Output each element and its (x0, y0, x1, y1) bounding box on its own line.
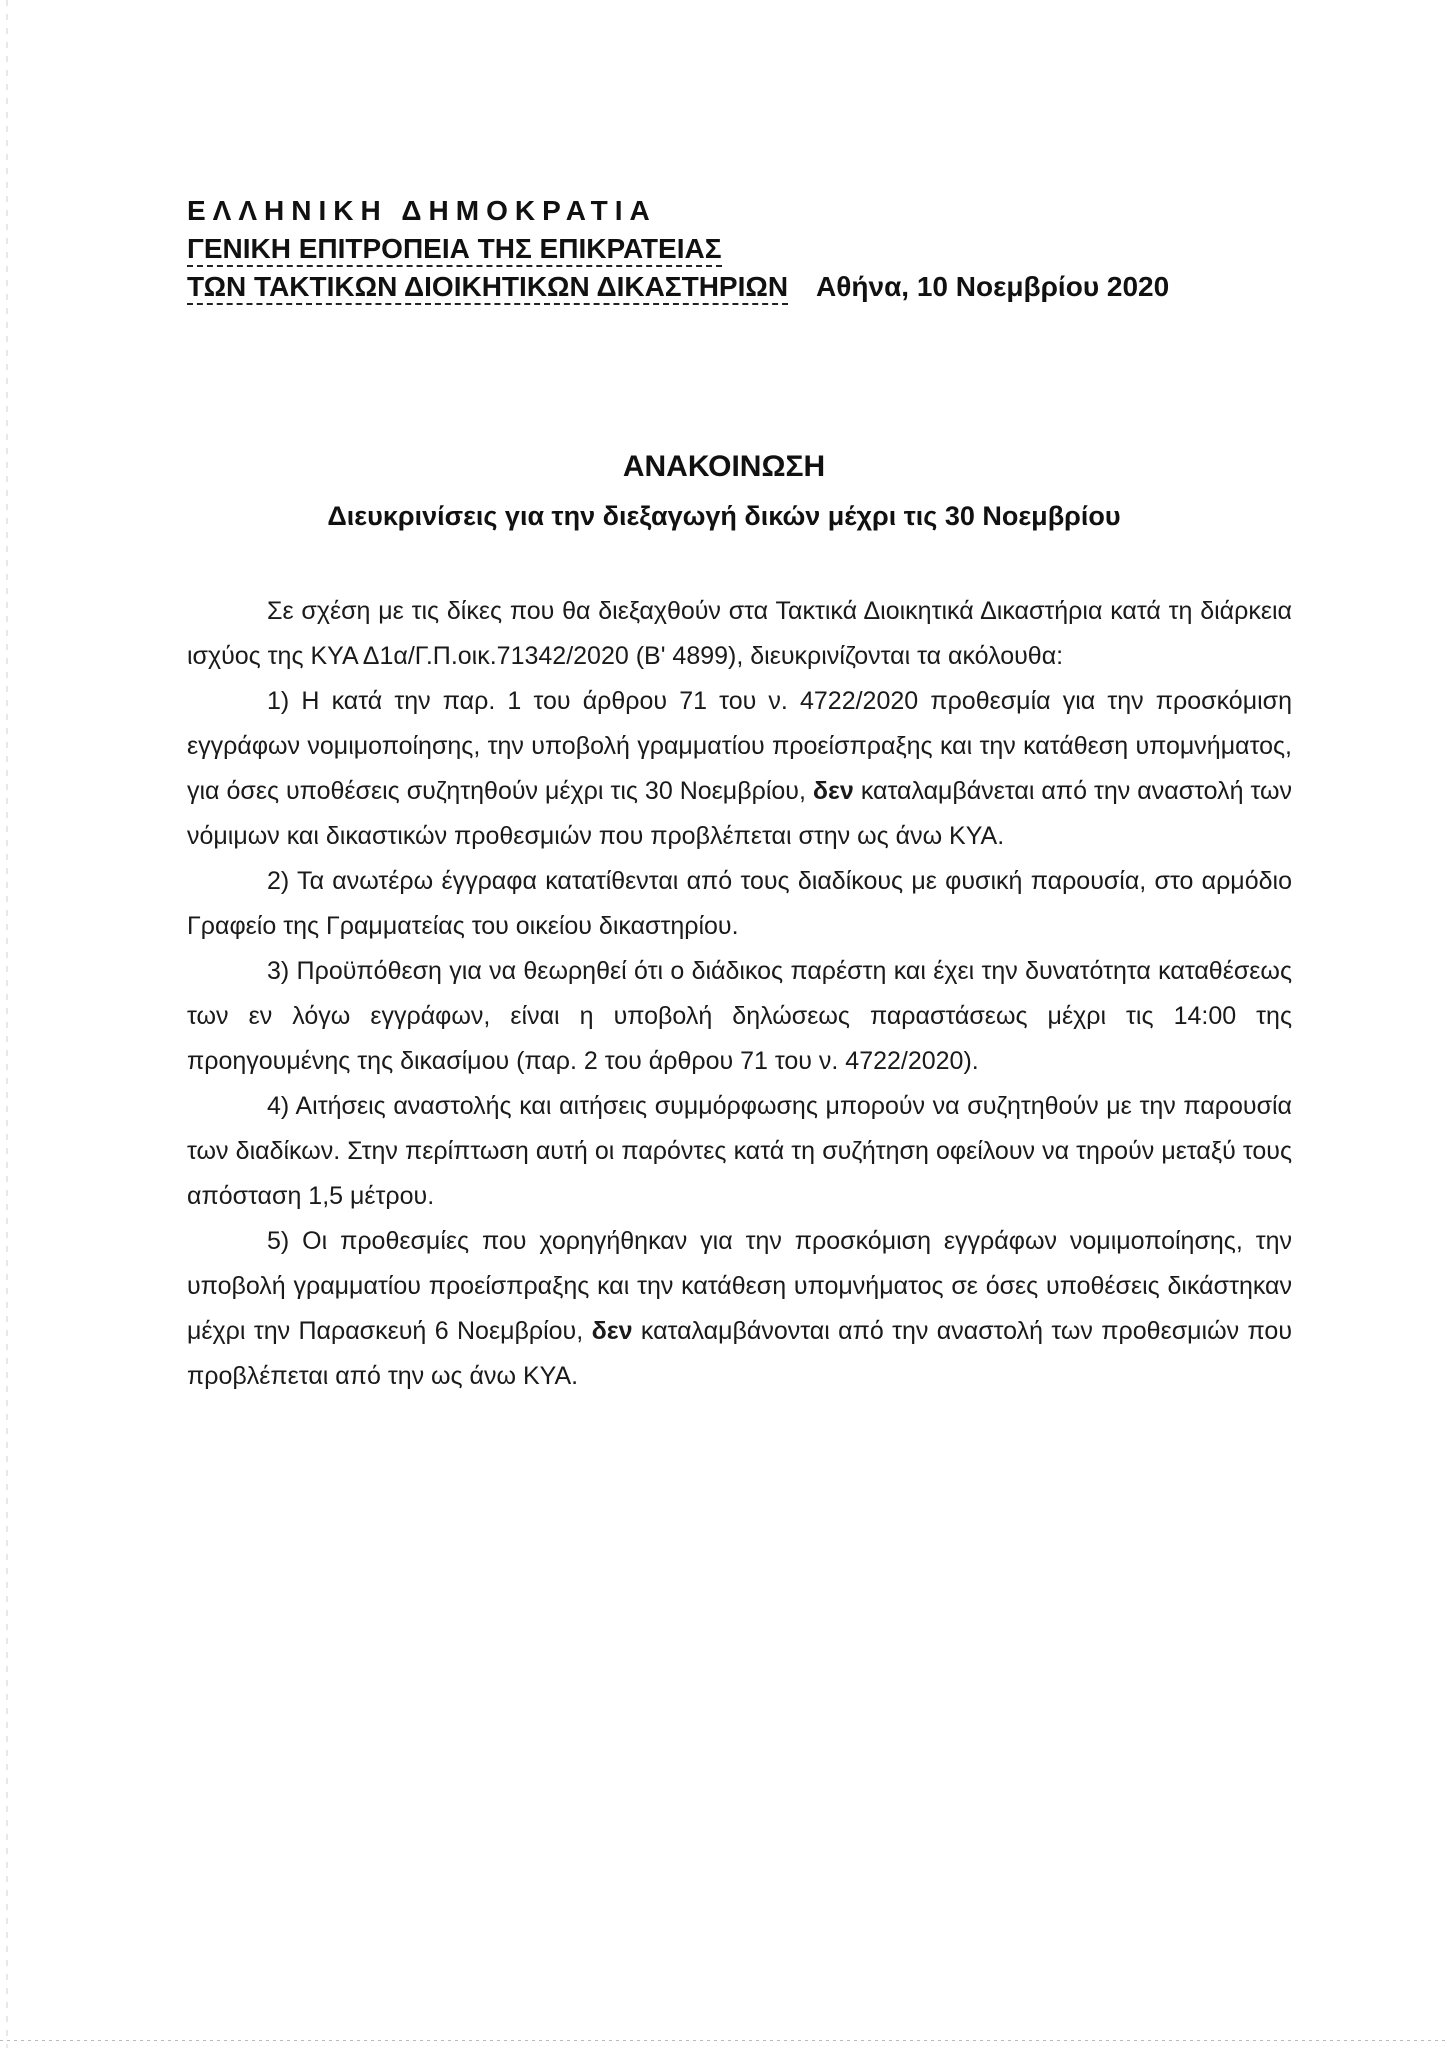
document-body (187, 589, 1292, 1399)
scan-edge-artifact (6, 0, 8, 2048)
item-5-text-after: καταλαμβάνονται από την αναστολή των προθεσμιών που προβλέπεται από την ως άνω ΚΥΑ. (187, 1317, 1292, 1390)
document-date: Αθήνα, 10 Νοεμβρίου 2020 (816, 271, 1170, 302)
letterhead-line-republic: ΕΛΛΗΝΙΚΗ ΔΗΜΟΚΡΑΤΙΑ (187, 195, 657, 226)
paragraph-item-1 (187, 679, 1292, 859)
paragraph-item-3: 3) Προϋπόθεση για να θεωρηθεί ότι ο διάδικος παρέστη και έχει την δυνατότητα καταθέσεως των εν λόγω εγγράφων, είναι η υποβολή δηλώσεως παραστάσεως μέχρι τις 14:00 της προηγουμένης της δικασίμου (παρ. 2 του άρθρου 71 του ν. 4722/2020). (187, 957, 1292, 1075)
paragraph-item-4: 4) Αιτήσεις αναστολής και αιτήσεις συμμόρφωσης μπορούν να συζητηθούν με την παρουσία των διαδίκων. Στην περίπτωση αυτή οι παρόντες κατά τη συζήτηση οφείλουν να τηρούν μεταξύ τους απόσταση 1,5 μέτρου. (187, 1092, 1292, 1210)
letterhead-commission-text: ΓΕΝΙΚΗ ΕΠΙΤΡΟΠΕΙΑ ΤΗΣ ΕΠΙΚΡΑΤΕΙΑΣ (187, 233, 722, 267)
paragraph-item-2: 2) Τα ανωτέρω έγγραφα κατατίθενται από τους διαδίκους με φυσική παρουσία, στο αρμόδιο Γραφείο της Γραμματείας του οικείου δικαστηρίου. (187, 867, 1292, 940)
document-title: ΑΝΑΚΟΙΝΩΣΗ (622, 450, 826, 483)
letterhead (187, 192, 1287, 306)
item-1-text-before: 1) Η κατά την παρ. 1 του άρθρου 71 του ν. 4722/2020 προθεσμία για την προσκόμιση εγγράφων νομιμοποίησης, την υποβολή γραμματίου προείσπραξης και την κατάθεση υπομνήματος, για όσες υποθέσεις συζητηθούν μέχρι τις 30 Νοεμβρίου, (187, 687, 1292, 805)
paragraph-item-5 (187, 1219, 1292, 1399)
letterhead-courts-text: ΤΩΝ ΤΑΚΤΙΚΩΝ ΔΙΟΙΚΗΤΙΚΩΝ ΔΙΚΑΣΤΗΡΙΩΝ (187, 271, 788, 305)
document-subtitle: Διευκρινίσεις για την διεξαγωγή δικών μέχρι τις 30 Νοεμβρίου (327, 501, 1121, 531)
item-1-bold-negation: δεν (812, 777, 854, 805)
item-5-text-before: 5) Οι προθεσμίες που χορηγήθηκαν για την προσκόμιση εγγράφων νομιμοποίησης, την υποβολή γραμματίου προείσπραξης και την κατάθεση υπομνήματος σε όσες υποθέσεις δικάστηκαν μέχρι την Παρασκευή 6 Νοεμβρίου, (187, 1227, 1292, 1345)
paragraph-intro: Σε σχέση με τις δίκες που θα διεξαχθούν στα Τακτικά Διοικητικά Δικαστήρια κατά τη διάρκεια ισχύος της ΚΥΑ Δ1α/Γ.Π.οικ.71342/2020 (Β' 4899), διευκρινίζονται τα ακόλουθα: (187, 597, 1292, 670)
letterhead-line-courts (187, 268, 1287, 306)
item-1-text-after: καταλαμβάνεται από την αναστολή των νόμιμων και δικαστικών προθεσμιών που προβλέπεται στην ως άνω ΚΥΑ. (187, 777, 1292, 850)
letterhead-line-commission (187, 230, 1287, 268)
item-5-bold-negation: δεν (591, 1317, 633, 1345)
scan-bottom-edge (0, 2040, 1448, 2041)
